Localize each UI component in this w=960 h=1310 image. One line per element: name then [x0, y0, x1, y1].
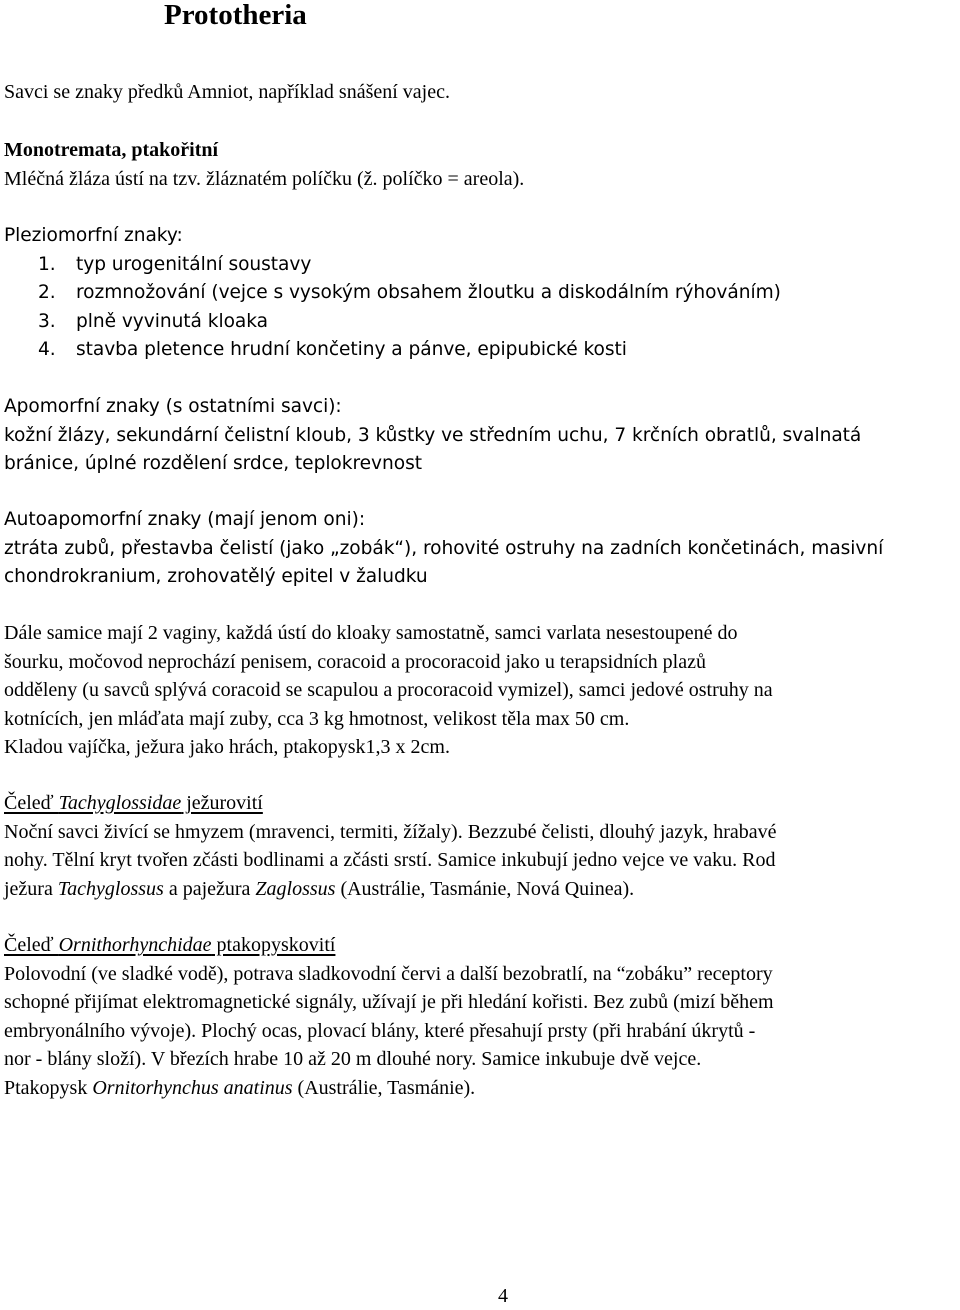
ornithorhynchidae-section — [4, 931, 956, 1102]
page-title: Prototheria — [164, 0, 307, 31]
monotremata-section — [4, 136, 956, 193]
autapomorphic-heading: Autoapomorfní znaky (mají jenom oni): — [4, 509, 366, 530]
list-item — [4, 308, 956, 337]
list-item — [4, 251, 956, 280]
ornithorhynchidae-line: embryonálního vývoje). Plochý ocas, plovací blány, které přesahují prsty (při hrabání úkrytů - — [4, 1019, 756, 1042]
page-number: 4 — [498, 1285, 508, 1307]
monotremata-text: Mléčná žláza ústí na tzv. žláznatém políčku (ž. políčko = areola). — [4, 167, 525, 190]
list-item-text: plně vyvinutá kloaka — [76, 310, 268, 332]
further-section — [4, 619, 956, 762]
plesiomorphic-list — [4, 251, 956, 365]
autapomorphic-line: chondrokranium, zrohovatělý epitel v žaludku — [4, 566, 428, 587]
tachyglossidae-line: ježura Tachyglossus a paježura Zaglossus (Austrálie, Tasmánie, Nová Quinea). — [4, 877, 635, 900]
intro-section — [4, 78, 956, 107]
autapomorphic-section — [4, 506, 956, 592]
list-item-number: 1. — [38, 253, 56, 275]
apomorphic-line: kožní žlázy, sekundární čelistní kloub, 3 kůstky ve středním uchu, 7 krčních obratlů, svalnatá — [4, 424, 862, 446]
genus-name: Zaglossus — [255, 877, 336, 900]
ornithorhynchidae-line: schopné přijímat elektromagnetické signály, užívají je při hledání kořisti. Bez zubů (mizí během — [4, 991, 774, 1013]
further-line: odděleny (u savců splývá coracoid se scapulou a procoracoid vymizel), samci jedové ostruhy na — [4, 679, 773, 701]
tachyglossidae-line: Noční savci živící se hmyzem (mravenci, termiti, žížaly). Bezzubé čelisti, dlouhý jazyk, hrabavé — [4, 820, 777, 843]
tachyglossidae-section — [4, 789, 956, 903]
further-line: kotnících, jen mláďata mají zuby, cca 3 kg hmotnost, velikost těla max 50 cm. — [4, 707, 630, 730]
ornithorhynchidae-heading: Čeleď Ornithorhynchidae ptakopyskovití — [4, 934, 336, 956]
autapomorphic-line: ztráta zubů, přestavba čelistí (jako „zobák“), rohovité ostruhy na zadních končetinách, masivní — [4, 537, 884, 559]
further-line: Dále samice mají 2 vaginy, každá ústí do kloaky samostatně, samci varlata nesestoupené do — [4, 622, 738, 644]
ornithorhynchidae-line: Polovodní (ve sladké vodě), potrava sladkovodní červi a další bezobratlí, na “zobáku” receptory — [4, 962, 773, 985]
species-name: Ornitorhynchus anatinus — [92, 1076, 293, 1099]
plesiomorphic-heading: Pleziomorfní znaky: — [4, 225, 183, 246]
list-item-text: typ urogenitální soustavy — [76, 253, 312, 275]
list-item — [4, 336, 956, 365]
ornithorhynchidae-line: nor - blány složí). V březích hrabe 10 až 20 m dlouhé nory. Samice inkubuje dvě vejce. — [4, 1048, 702, 1070]
family-name-latin: Tachyglossidae — [58, 792, 182, 814]
tachyglossidae-heading: Čeleď Tachyglossidae ježurovití — [4, 792, 263, 814]
apomorphic-line: bránice, úplné rozdělení srdce, teplokrevnost — [4, 453, 422, 474]
list-item-text: stavba pletence hrudní končetiny a pánve, epipubické kosti — [76, 339, 627, 360]
apomorphic-section — [4, 393, 956, 479]
apomorphic-heading: Apomorfní znaky (s ostatními savci): — [4, 396, 342, 417]
list-item-number: 4. — [38, 339, 56, 360]
list-item — [4, 279, 956, 308]
list-item-text: rozmnožování (vejce s vysokým obsahem žloutku a diskodálním rýhováním) — [76, 282, 781, 303]
further-line: šourku, močovod neprochází penisem, coracoid a procoracoid jako u terapsidních plazů — [4, 650, 706, 673]
family-name-latin: Ornithorhynchidae — [58, 934, 212, 956]
plesiomorphic-section — [4, 222, 956, 365]
list-item-number: 3. — [38, 310, 56, 332]
intro-text: Savci se znaky předků Amniot, například snášení vajec. — [4, 81, 450, 103]
ornithorhynchidae-line: Ptakopysk Ornitorhynchus anatinus (Austrálie, Tasmánie). — [4, 1076, 476, 1099]
further-line: Kladou vajíčka, ježura jako hrách, ptakopysk1,3 x 2cm. — [4, 736, 450, 758]
list-item-number: 2. — [38, 282, 56, 303]
genus-name: Tachyglossus — [57, 877, 164, 900]
monotremata-heading: Monotremata, ptakořitní — [4, 139, 219, 161]
tachyglossidae-line: nohy. Tělní kryt tvořen zčásti bodlinami a zčásti srstí. Samice inkubují jedno vejce ve vaku. Rod — [4, 849, 776, 871]
